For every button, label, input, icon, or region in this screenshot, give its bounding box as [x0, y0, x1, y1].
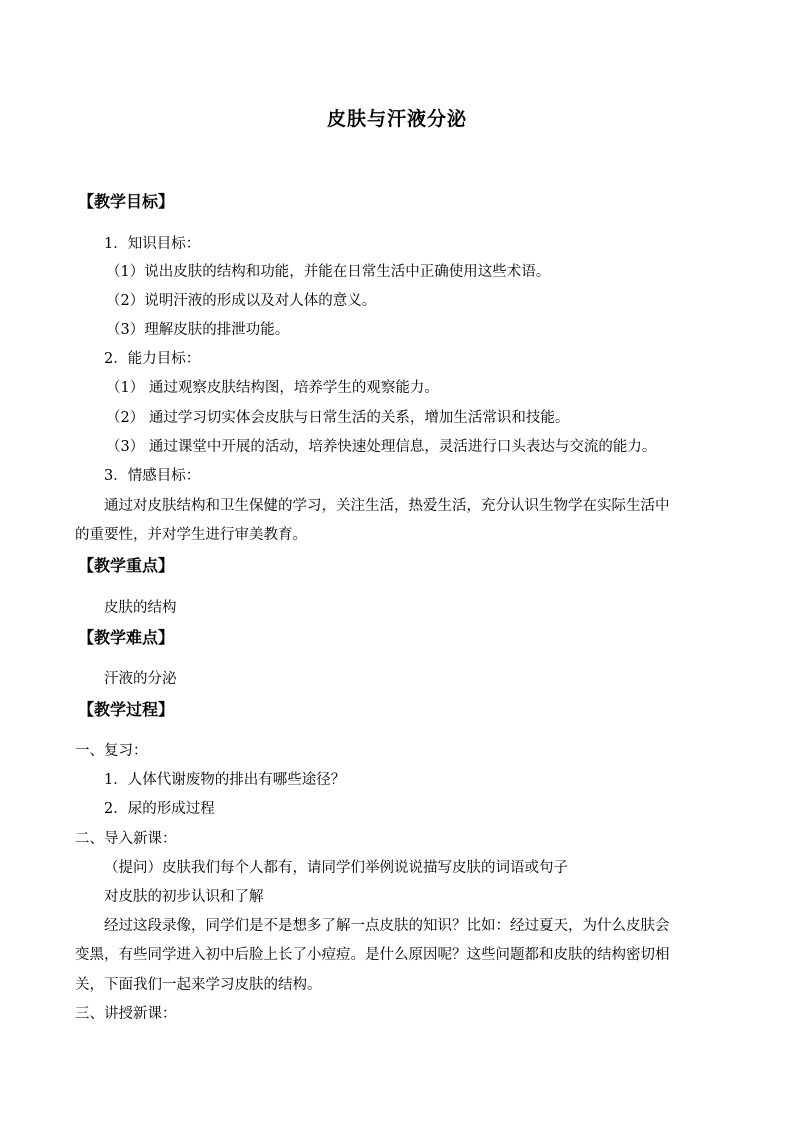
intro-title: 二、导入新课：	[75, 831, 177, 847]
knowledge-item-2: （2）说明汗液的形成以及对人体的意义。	[106, 293, 377, 309]
knowledge-item-3: （3）理解皮肤的排泄功能。	[106, 322, 290, 338]
teaching-key-text: 皮肤的结构	[104, 600, 177, 616]
heading-teaching-goals: 【教学目标】	[78, 192, 175, 211]
intro-paragraph-line1: 经过这段录像，同学们是不是想多了解一点皮肤的知识？比如：经过夏天，为什么皮肤会	[104, 918, 670, 934]
heading-teaching-difficulty: 【教学难点】	[78, 628, 175, 647]
document-title: 皮肤与汗液分泌	[326, 108, 467, 130]
emotion-text-line1: 通过对皮肤结构和卫生保健的学习，关注生活，热爱生活，充分认识生物学在实际生活中	[104, 498, 670, 514]
heading-teaching-key: 【教学重点】	[78, 556, 175, 575]
intro-paragraph-line3: 关，下面我们一起来学习皮肤的结构。	[75, 977, 322, 993]
review-item-1: 1．人体代谢废物的排出有哪些途径？	[104, 772, 346, 788]
intro-question: （提问）皮肤我们每个人都有，请同学们举例说说描写皮肤的词语或句子	[104, 860, 568, 876]
new-lesson-title: 三、讲授新课：	[75, 1006, 177, 1022]
review-item-2: 2．尿的形成过程	[104, 801, 215, 817]
emotion-goals-title: 3．情感目标：	[104, 468, 201, 484]
ability-item-3: （3） 通过课堂中开展的活动，培养快速处理信息，灵活进行口头表达与交流的能力。	[106, 439, 657, 455]
review-title: 一、复习：	[75, 743, 148, 759]
ability-item-2: （2） 通过学习切实体会皮肤与日常生活的关系，增加生活常识和技能。	[106, 410, 570, 426]
knowledge-goals-title: 1．知识目标：	[104, 236, 201, 252]
heading-teaching-process: 【教学过程】	[78, 700, 175, 719]
ability-goals-title: 2．能力目标：	[104, 351, 201, 367]
intro-note: 对皮肤的初步认识和了解	[104, 889, 264, 905]
intro-paragraph-line2: 变黑，有些同学进入初中后脸上长了小痘痘。是什么原因呢？这些问题都和皮肤的结构密切相	[75, 947, 670, 963]
emotion-text-line2: 的重要性，并对学生进行审美教育。	[75, 527, 307, 543]
teaching-difficulty-text: 汗液的分泌	[104, 671, 177, 687]
ability-item-1: （1） 通过观察皮肤结构图，培养学生的观察能力。	[106, 380, 439, 396]
knowledge-item-1: （1）说出皮肤的结构和功能，并能在日常生活中正确使用这些术语。	[106, 264, 551, 280]
